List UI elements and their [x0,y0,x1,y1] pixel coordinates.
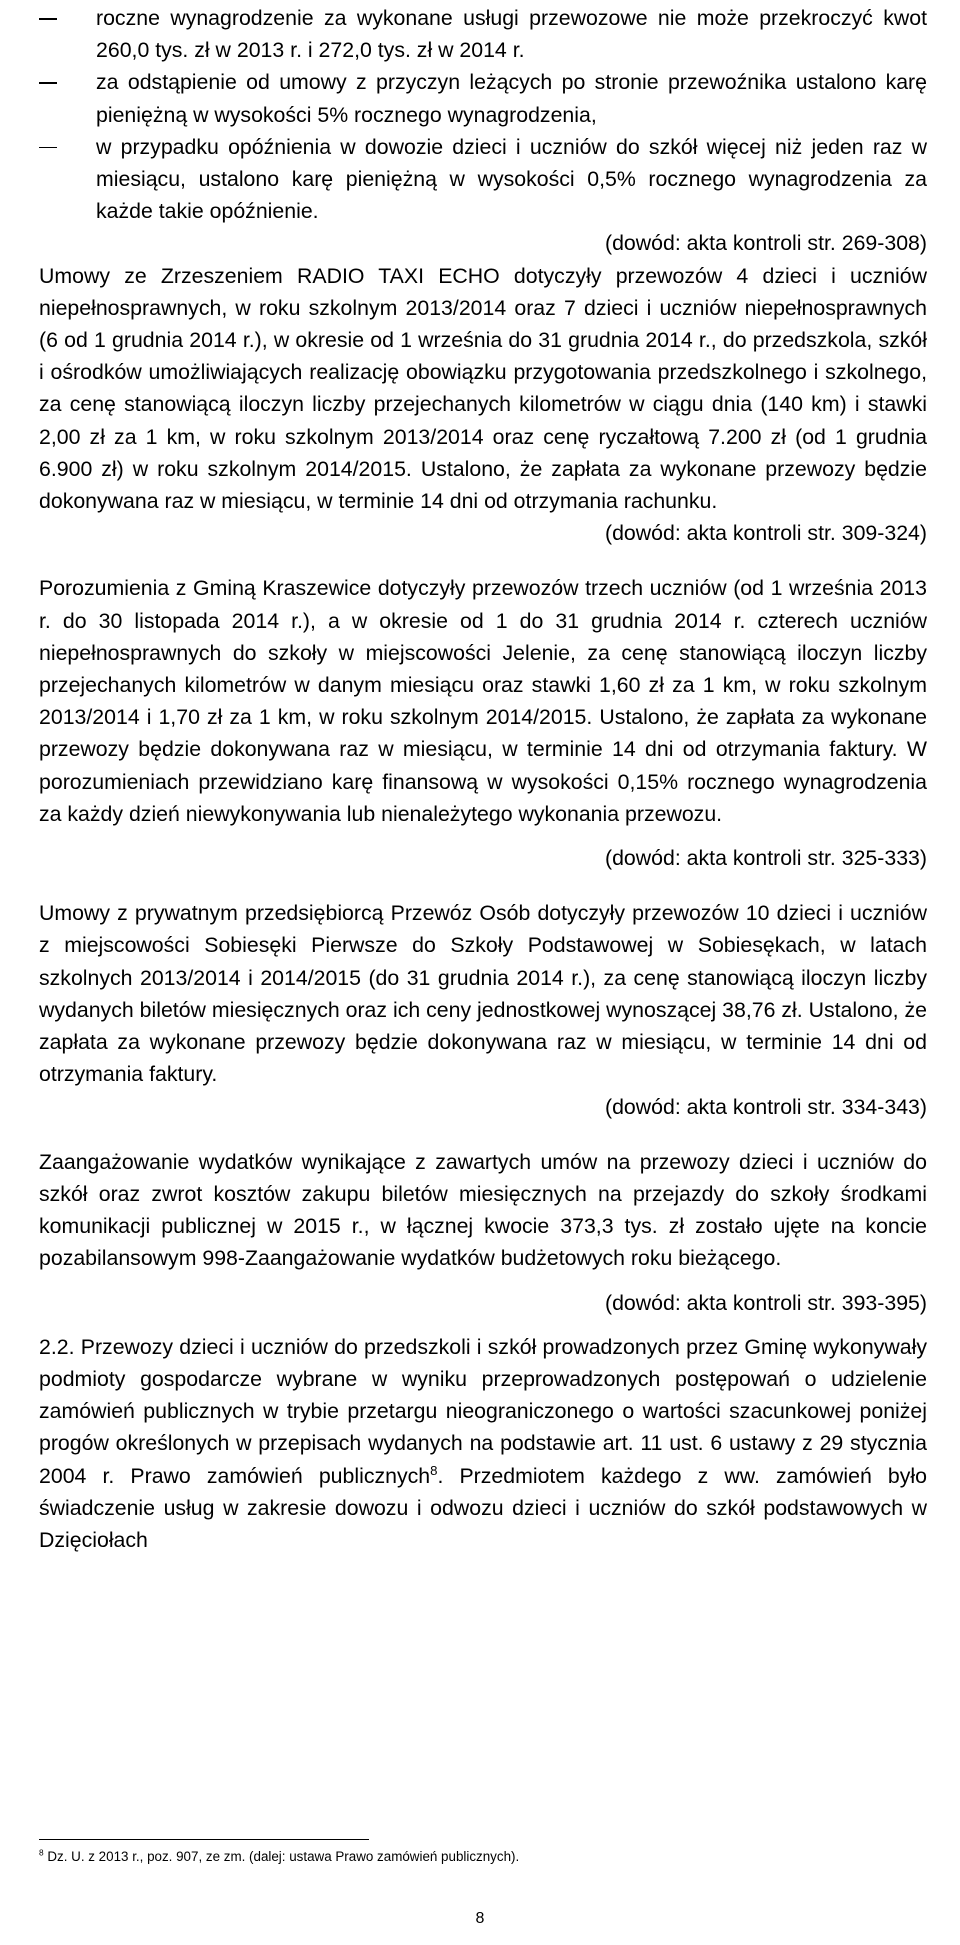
page-body [39,2,927,1556]
bullet-text: w przypadku opóźnienia w dowozie dzieci i uczniów do szkół więcej niż jeden raz w miesiącu, ustalono karę pieniężną w wysokości 0,5% rocznego wynagrodzenia za każde takie opóźnienie. [96,134,927,224]
evidence-reference: (dowód: akta kontroli str. 393-395) [605,1290,927,1315]
footnote-separator [39,1839,369,1840]
paragraph-section-2-2 [39,1331,927,1556]
paragraph-radio-taxi: Umowy ze Zrzeszeniem RADIO TAXI ECHO dotyczyły przewozów 4 dzieci i uczniów niepełnosprawnych, w roku szkolnym 2013/2014 oraz 7 dzieci i uczniów niepełnosprawnych (6 od 1 grudnia 2014 r.), w okresie od 1 września do 31 grudnia 2014 r., do przedszkola, szkół i ośrodków umożliwiających realizację obowiązku przygotowania przedszkolnego i szkolnego, za cenę stanowiącą iloczyn liczby przejechanych kilometrów w ciągu dnia (140 km) i stawki 2,00 zł za 1 km, w roku szkolnym 2013/2014 oraz cenę ryczałtową 7.200 zł (od 1 grudnia 6.900 zł) w roku szkolnym 2014/2015. Ustalono, że zapłata za wykonane przewozy będzie dokonywana raz w miesiącu, w terminie 14 dni od otrzymania rachunku. [39,263,927,514]
paragraph-przewoz-osob: Umowy z prywatnym przedsiębiorcą Przewóz Osób dotyczyły przewozów 10 dzieci i uczniów z miejscowości Sobiesęki Pierwsze do Szkoły Podstawowej w Sobiesękach, w latach szkolnych 2013/2014 i 2014/2015 (do 31 grudnia 2014 r.), za cenę stanowiącą iloczyn liczby wydanych biletów miesięcznych oraz ich ceny jednostkowej wynoszącej 38,76 zł. Ustalono, że zapłata za wykonane przewozy będzie dokonywana raz w miesiącu, w terminie 14 dni od otrzymania faktury. [39,901,927,1087]
evidence-reference: (dowód: akta kontroli str. 325-333) [605,846,927,871]
paragraph-text: 2.2. Przewozy dzieci i uczniów do przedszkoli i szkół prowadzonych przez Gminę wykonywały podmioty gospodarcze wybrane w wyniku przeprowadzonych postępowań o udzielenie zamówień publicznych w trybie przetargu nieograniczonego o wartości szacunkowej poniżej progów określonych w przepisach wydanych na podstawie art. 11 ust. 6 ustawy z 29 stycznia 2004 r. Prawo zamówień publicznych [39,1334,927,1488]
dash-bullet-icon [39,147,57,149]
bullet-item [39,131,927,228]
dash-bullet-icon [39,82,57,84]
paragraph-kraszewice: Porozumienia z Gminą Kraszewice dotyczyły przewozów trzech uczniów (od 1 września 2013 r. do 30 listopada 2014 r.), a w okresie od 1 do 31 grudnia 2014 r. czterech uczniów niepełnosprawnych do szkoły w miejscowości Jelenie, za cenę stanowiącą iloczyn liczby przejechanych kilometrów w danym miesiącu oraz stawki 1,60 zł za 1 km, w roku szkolnym 2013/2014 i 1,70 zł za 1 km, w roku szkolnym 2014/2015. Ustalono, że zapłata za wykonane przewozy będzie dokonywana raz w miesiącu, w terminie 14 dni od otrzymania faktury. W porozumieniach przewidziano karę finansową w wysokości 0,15% rocznego wynagrodzenia za każdy dzień niewykonywania lub nienależytego wykonania przewozu. [39,576,927,826]
bullet-item [39,2,927,66]
bullet-item [39,66,927,130]
evidence-reference: (dowód: akta kontroli str. 334-343) [605,1094,927,1119]
paragraph-text: . Przedmiotem każdego z ww. zamówień było świadczenie usług w zakresie dowozu i odwozu dzieci i uczniów do szkół podstawowych w Dzięciołach [39,1463,927,1552]
footnote-reference[interactable]: 8 [430,1462,438,1478]
bullet-text: roczne wynagrodzenie za wykonane usługi przewozowe nie może przekroczyć kwot 260,0 tys. zł w 2013 r. i 272,0 tys. zł w 2014 r. [96,6,927,63]
evidence-reference: (dowód: akta kontroli str. 309-324) [605,521,927,546]
footnote-mark: 8 [39,1847,44,1858]
footnote [39,1849,519,1865]
bullet-text: za odstąpienie od umowy z przyczyn leżących po stronie przewoźnika ustalono karę pieniężną w wysokości 5% rocznego wynagrodzenia, [96,70,927,127]
paragraph-zaangazowanie: Zaangażowanie wydatków wynikające z zawartych umów na przewozy dzieci i uczniów do szkół oraz zwrot kosztów zakupu biletów miesięcznych na przejazdy do szkoły środkami komunikacji publicznej w 2015 r., w łącznej kwocie 373,3 tys. zł zostało ujęte na koncie pozabilansowym 998-Zaangażowanie wydatków budżetowych roku bieżącego. [39,1149,927,1271]
evidence-reference: (dowód: akta kontroli str. 269-308) [605,231,927,256]
footnote-text: Dz. U. z 2013 r., poz. 907, ze zm. (dalej: ustawa Prawo zamówień publicznych). [43,1849,520,1864]
page-number: 8 [475,1910,485,1927]
dash-bullet-icon [39,18,57,20]
